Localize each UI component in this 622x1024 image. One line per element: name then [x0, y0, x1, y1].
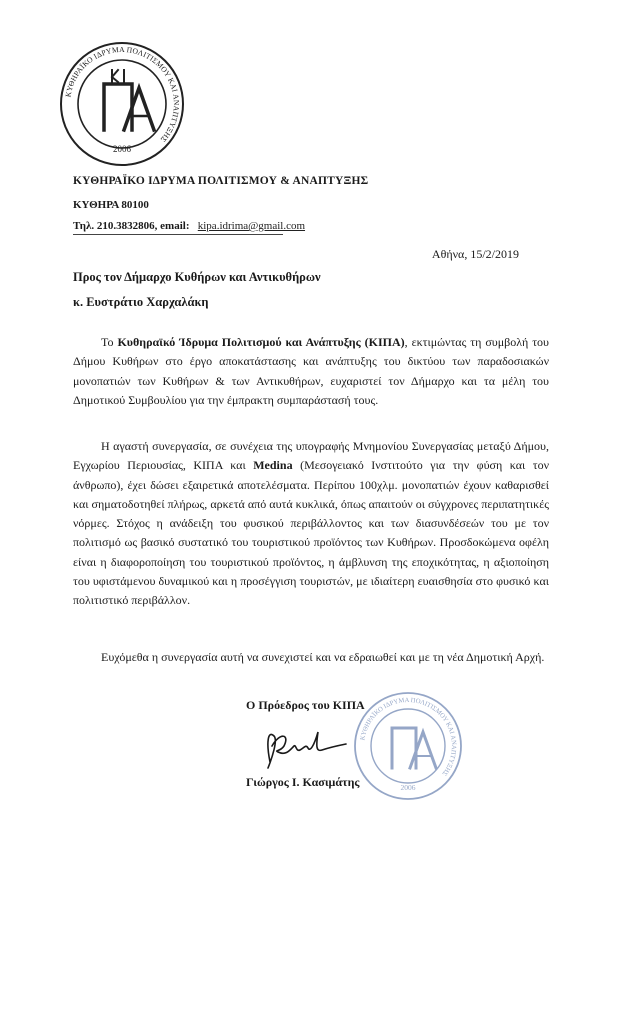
organization-name: ΚΥΘΗΡΑΪΚΟ ΙΔΡΥΜΑ ΠΟΛΙΤΙΣΜΟΥ & ΑΝΑΠΤΥΞΗΣ	[73, 175, 369, 187]
svg-text:ΚΥΘΗΡΑΪΚΟ ΙΔΡΥΜΑ ΠΟΛΙΤΙΣΜΟΥ ΚΑ: ΚΥΘΗΡΑΪΚΟ ΙΔΡΥΜΑ ΠΟΛΙΤΙΣΜΟΥ ΚΑΙ ΑΝΑΠΤΥΞΗΣ	[63, 44, 182, 144]
email-link[interactable]: kipa.idrima@gmail.com	[197, 220, 306, 232]
handwritten-signature	[256, 722, 356, 774]
phone-label: Τηλ. 210.3832806, email:	[73, 220, 190, 232]
svg-text:ΚΥΘΗΡΑΪΚΟ ΙΔΡΥΜΑ ΠΟΛΙΤΙΣΜΟΥ ΚΑ: ΚΥΘΗΡΑΪΚΟ ΙΔΡΥΜΑ ΠΟΛΙΤΙΣΜΟΥ ΚΑΙ ΑΝΑΠΤΥΞΗΣ	[359, 696, 458, 777]
body-paragraph-3: Ευχόμεθα η συνεργασία αυτή να συνεχιστεί και να εδραιωθεί και με τη νέα Δημοτική Αρχή.	[101, 650, 545, 664]
official-stamp	[352, 690, 464, 802]
organization-address: ΚΥΘΗΡΑ 80100	[73, 199, 149, 211]
recipient-line-2: κ. Ευστράτιο Χαρχαλάκη	[73, 295, 209, 309]
medina-name: Medina	[253, 458, 293, 473]
recipient-line-1: Προς τον Δήμαρχο Κυθήρων και Αντικυθήρων	[73, 270, 321, 284]
svg-text:2006: 2006	[113, 144, 131, 154]
body-paragraph-2: Η αγαστή συνεργασία, σε συνέχεια της υπογραφής Μνημονίου Συνεργασίας μεταξύ Δήμου, Εγχωρίου Περιουσίας, ΚΙΠΑ και Medina (Μεσογειακό Ινστιτούτο για την φύση και τον άνθρωπο), έχει δώσει εξαιρετικά αποτελέσματα. Περίπου 100χλμ. μονοπατιών έχουν καθαρισθεί και σηματοδοτηθεί πλήρως, αρκετά από αυτά κυκλικά, όπως απαιτούν οι σύγχρονες περιπατητικές νόρμες. Στόχος η ανάδειξη του φυσικού περιβάλλοντος και των διασυνδέσεών του με τον πολιτισμό ως βασικό συστατικό του τουριστικού προϊόντος των Κυθήρων. Προσδοκώμενα οφέλη είναι η διαφοροποίηση του τουριστικού προϊόντος, η άμβλυνση της εποχικότητας, η αξιοποίηση του υφιστάμενου δυναμικού και η προσέγγιση τουριστών, με ιδιαίτερη ευαισθησία στο φυσικό και πολιτιστικό περιβάλλον.	[73, 439, 550, 608]
body-paragraph-1: Το Κυθηραϊκό Ίδρυμα Πολιτισμού και Ανάπτυξης (ΚΙΠΑ), εκτιμώντας τη συμβολή του Δήμου Κυθήρων στο έργο αποκατάστασης και ανάπτυξης του δικτύου των παραδοσιακών μονοπατιών των Κυθήρων & των Αντικυθήρων, ευχαριστεί τον Δήμαρχο και τα μέλη του Δημοτικού Συμβουλίου για την έμπρακτη συμπαράστασή τους.	[73, 335, 549, 407]
signatory-name: Γιώργος Ι. Κασιμάτης	[246, 775, 360, 789]
header-rule	[73, 234, 283, 235]
svg-text:2006: 2006	[400, 783, 416, 792]
letter-date: Αθήνα, 15/2/2019	[431, 247, 519, 261]
organization-logo	[58, 40, 186, 168]
foundation-name: Κυθηραϊκό Ίδρυμα Πολιτισμού και Ανάπτυξης (ΚΙΠΑ)	[117, 335, 405, 349]
signatory-title: Ο Πρόεδρος του ΚΙΠΑ	[246, 698, 365, 712]
organization-contact	[73, 220, 305, 232]
